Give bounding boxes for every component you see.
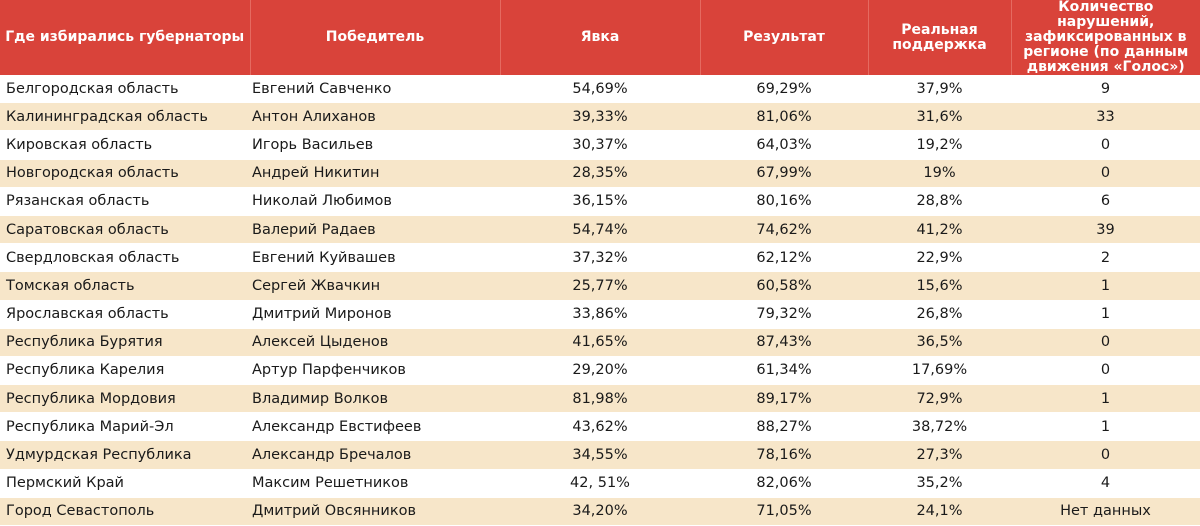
cell-real-support: 19% <box>868 159 1011 187</box>
cell-region: Город Севастополь <box>0 497 250 525</box>
header-turnout: Явка <box>500 0 700 75</box>
cell-result: 60,58% <box>700 272 868 300</box>
cell-turnout: 29,20% <box>500 356 700 384</box>
cell-region: Удмурдская Республика <box>0 441 250 469</box>
cell-winner: Антон Алиханов <box>250 103 500 131</box>
cell-violations: 9 <box>1011 75 1200 103</box>
cell-result: 82,06% <box>700 469 868 497</box>
cell-violations: 2 <box>1011 244 1200 272</box>
cell-region: Республика Мордовия <box>0 385 250 413</box>
cell-violations: 0 <box>1011 441 1200 469</box>
table-row <box>0 159 1200 187</box>
table-row <box>0 215 1200 243</box>
cell-violations: 1 <box>1011 385 1200 413</box>
cell-turnout: 41,65% <box>500 328 700 356</box>
cell-turnout: 81,98% <box>500 385 700 413</box>
cell-winner: Николай Любимов <box>250 187 500 215</box>
header-real-support: Реальная поддержка <box>868 0 1011 75</box>
cell-region: Рязанская область <box>0 187 250 215</box>
cell-region: Новгородская область <box>0 159 250 187</box>
cell-real-support: 36,5% <box>868 328 1011 356</box>
header-row <box>0 0 1200 75</box>
cell-real-support: 26,8% <box>868 300 1011 328</box>
cell-real-support: 27,3% <box>868 441 1011 469</box>
cell-winner: Евгений Куйвашев <box>250 244 500 272</box>
cell-result: 80,16% <box>700 187 868 215</box>
cell-result: 87,43% <box>700 328 868 356</box>
cell-turnout: 34,20% <box>500 497 700 525</box>
cell-turnout: 34,55% <box>500 441 700 469</box>
table-row <box>0 356 1200 384</box>
cell-result: 79,32% <box>700 300 868 328</box>
table-row <box>0 300 1200 328</box>
cell-winner: Александр Бречалов <box>250 441 500 469</box>
cell-winner: Дмитрий Миронов <box>250 300 500 328</box>
cell-turnout: 54,69% <box>500 75 700 103</box>
cell-result: 69,29% <box>700 75 868 103</box>
cell-real-support: 19,2% <box>868 131 1011 159</box>
cell-winner: Евгений Савченко <box>250 75 500 103</box>
header-violations: Количество нарушений, зафиксированных в регионе (по данным движения «Голос») <box>1011 0 1200 75</box>
cell-turnout: 36,15% <box>500 187 700 215</box>
cell-region: Томская область <box>0 272 250 300</box>
cell-winner: Игорь Васильев <box>250 131 500 159</box>
cell-region: Саратовская область <box>0 215 250 243</box>
table-row <box>0 272 1200 300</box>
cell-result: 61,34% <box>700 356 868 384</box>
cell-region: Кировская область <box>0 131 250 159</box>
cell-turnout: 43,62% <box>500 413 700 441</box>
cell-turnout: 33,86% <box>500 300 700 328</box>
cell-violations: Нет данных <box>1011 497 1200 525</box>
table-header <box>0 0 1200 75</box>
cell-turnout: 39,33% <box>500 103 700 131</box>
table-row <box>0 413 1200 441</box>
cell-real-support: 72,9% <box>868 385 1011 413</box>
cell-turnout: 25,77% <box>500 272 700 300</box>
table-row <box>0 103 1200 131</box>
cell-result: 62,12% <box>700 244 868 272</box>
cell-result: 71,05% <box>700 497 868 525</box>
cell-winner: Алексей Цыденов <box>250 328 500 356</box>
cell-violations: 39 <box>1011 215 1200 243</box>
cell-winner: Дмитрий Овсянников <box>250 497 500 525</box>
cell-region: Ярославская область <box>0 300 250 328</box>
cell-real-support: 28,8% <box>868 187 1011 215</box>
cell-winner: Валерий Радаев <box>250 215 500 243</box>
cell-violations: 1 <box>1011 300 1200 328</box>
cell-turnout: 28,35% <box>500 159 700 187</box>
cell-region: Свердловская область <box>0 244 250 272</box>
cell-winner: Владимир Волков <box>250 385 500 413</box>
cell-real-support: 15,6% <box>868 272 1011 300</box>
cell-winner: Максим Решетников <box>250 469 500 497</box>
cell-violations: 1 <box>1011 413 1200 441</box>
cell-winner: Андрей Никитин <box>250 159 500 187</box>
table-row <box>0 497 1200 525</box>
cell-real-support: 22,9% <box>868 244 1011 272</box>
table-row <box>0 441 1200 469</box>
cell-result: 74,62% <box>700 215 868 243</box>
cell-result: 78,16% <box>700 441 868 469</box>
cell-result: 89,17% <box>700 385 868 413</box>
cell-violations: 0 <box>1011 131 1200 159</box>
table-row <box>0 75 1200 103</box>
table-row <box>0 187 1200 215</box>
cell-region: Калининградская область <box>0 103 250 131</box>
cell-winner: Артур Парфенчиков <box>250 356 500 384</box>
header-region: Где избирались губернаторы <box>0 0 250 75</box>
cell-real-support: 24,1% <box>868 497 1011 525</box>
cell-region: Республика Бурятия <box>0 328 250 356</box>
table-row <box>0 469 1200 497</box>
cell-violations: 33 <box>1011 103 1200 131</box>
cell-turnout: 54,74% <box>500 215 700 243</box>
cell-result: 81,06% <box>700 103 868 131</box>
cell-violations: 4 <box>1011 469 1200 497</box>
cell-real-support: 17,69% <box>868 356 1011 384</box>
cell-result: 88,27% <box>700 413 868 441</box>
cell-region: Республика Марий-Эл <box>0 413 250 441</box>
cell-turnout: 37,32% <box>500 244 700 272</box>
cell-region: Республика Карелия <box>0 356 250 384</box>
cell-result: 67,99% <box>700 159 868 187</box>
cell-violations: 0 <box>1011 159 1200 187</box>
cell-real-support: 41,2% <box>868 215 1011 243</box>
cell-winner: Сергей Жвачкин <box>250 272 500 300</box>
cell-violations: 0 <box>1011 356 1200 384</box>
cell-region: Пермский Край <box>0 469 250 497</box>
header-result: Результат <box>700 0 868 75</box>
cell-violations: 0 <box>1011 328 1200 356</box>
table-row <box>0 244 1200 272</box>
cell-winner: Александр Евстифеев <box>250 413 500 441</box>
cell-real-support: 38,72% <box>868 413 1011 441</box>
table-row <box>0 328 1200 356</box>
cell-real-support: 37,9% <box>868 75 1011 103</box>
cell-violations: 6 <box>1011 187 1200 215</box>
table-body <box>0 75 1200 526</box>
cell-turnout: 42, 51% <box>500 469 700 497</box>
cell-turnout: 30,37% <box>500 131 700 159</box>
cell-region: Белгородская область <box>0 75 250 103</box>
cell-result: 64,03% <box>700 131 868 159</box>
header-winner: Победитель <box>250 0 500 75</box>
table-row <box>0 131 1200 159</box>
cell-violations: 1 <box>1011 272 1200 300</box>
cell-real-support: 31,6% <box>868 103 1011 131</box>
table-row <box>0 385 1200 413</box>
cell-real-support: 35,2% <box>868 469 1011 497</box>
